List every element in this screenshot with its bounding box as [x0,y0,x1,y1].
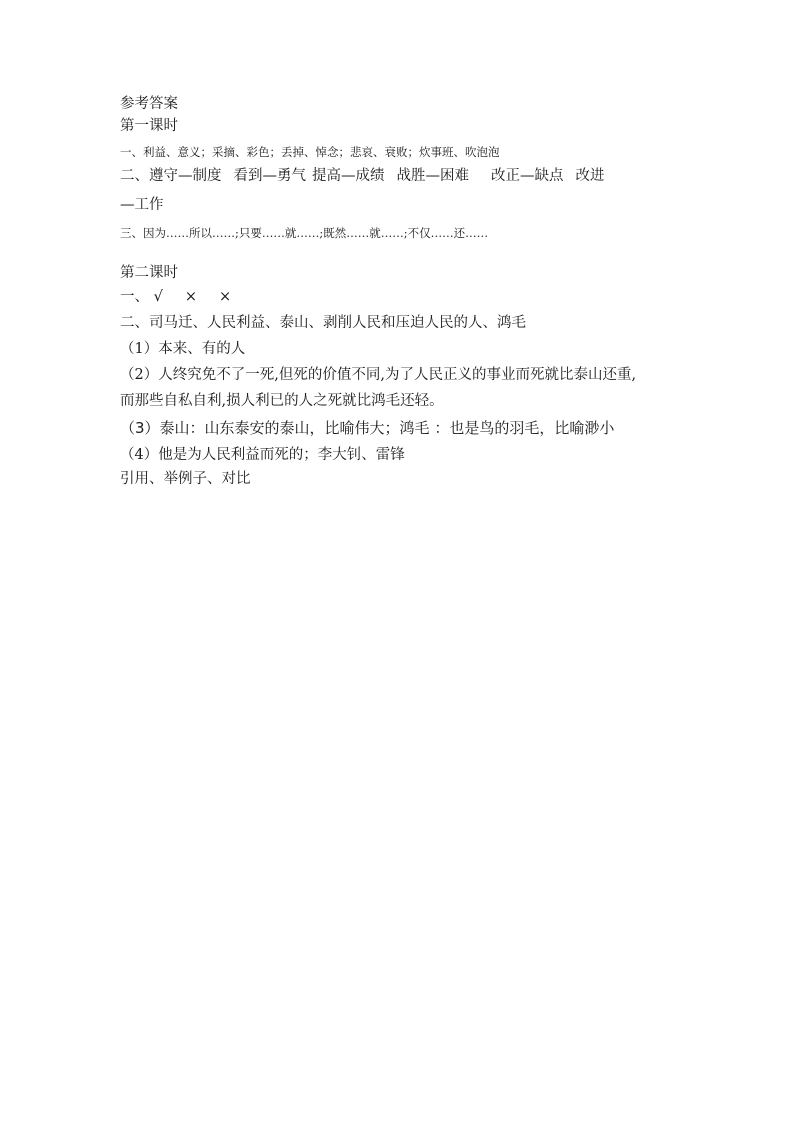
lesson1-heading: 第一课时 [120,118,178,134]
q2-part: 看到—勇气 [233,168,306,184]
lesson1-q2-continued: —工作 [120,197,164,213]
lesson2-sub3: （3）泰山：山东泰安的泰山，比喻伟大；鸿毛 ：也是鸟的羽毛，比喻渺小 [120,419,615,437]
answer-content [120,93,690,490]
lesson2-heading: 第二课时 [120,265,178,281]
lesson1-q3: 三、因为……所以……;只要……就……;既然……就……;不仅……还…… [120,226,489,240]
q1-part: 一、 √ [120,289,163,305]
q2-part: 战胜—困难 [396,168,469,184]
lesson2-sub2-line1: （2）人终究免不了一死,但死的价值不同,为了人民正义的事业而死就比泰山还重, [120,367,637,383]
section-spacer [120,244,690,262]
cross-mark: × [219,289,232,305]
lesson1-q2 [120,163,690,189]
lesson1-q1: 一、利益、意义；采摘、彩色；丢掉、悼念；悲哀、衰败；炊事班、吹泡泡 [120,145,500,159]
q2-part: 二、遵守—制度 [120,168,222,184]
doc-title: 参考答案 [120,96,178,112]
lesson2-sub1: （1）本来、有的人 [120,341,246,357]
lesson2-q1 [120,284,690,310]
q2-part: 提高—成绩 [312,168,385,184]
lesson2-q2: 二、司马迁、人民利益、泰山、剥削人民和压迫人民的人、鸿毛 [120,315,526,331]
cross-mark: × [184,289,198,305]
lesson2-sub4: （4）他是为人民利益而死的；李大钊、雷锋 [120,447,405,463]
lesson2-sub2-line2: 而那些自私自利,损人利已的人之死就比鸿毛还轻。 [120,393,444,409]
lesson2-q3: 引用、举例子、对比 [120,471,251,487]
q2-part: 改正—缺点 [491,168,564,184]
q2-part: 改进 [575,168,605,184]
